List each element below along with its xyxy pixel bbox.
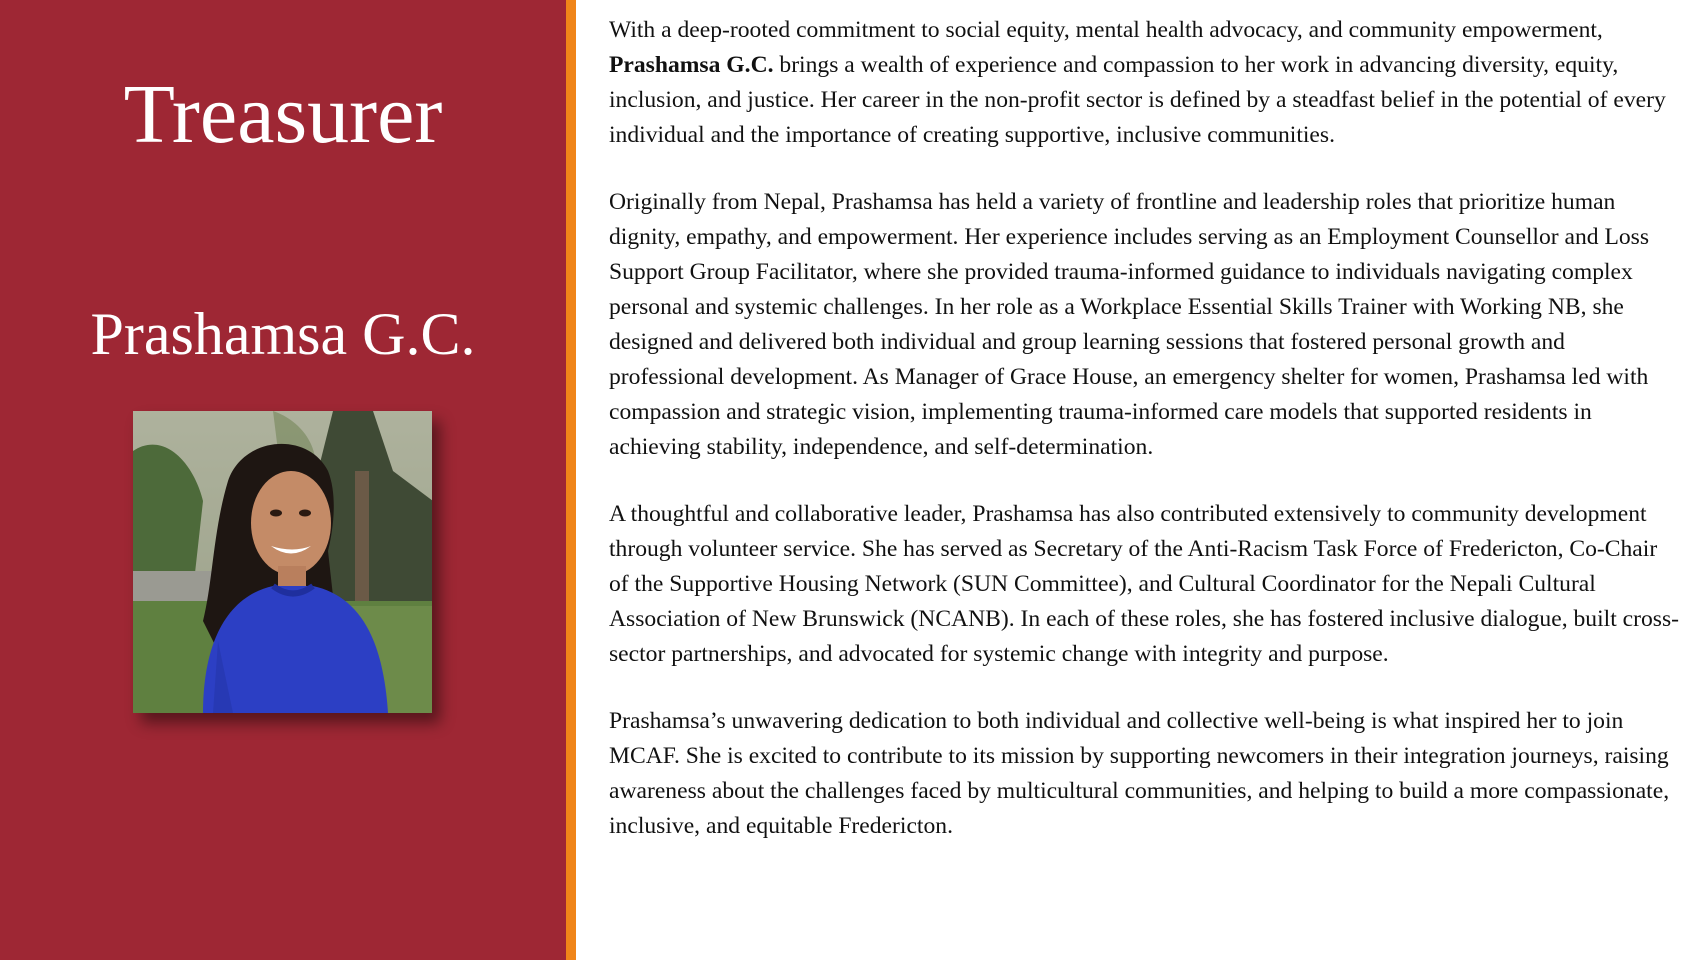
profile-photo (133, 411, 432, 713)
bio-text-span: With a deep-rooted commitment to social equity, mental health advocacy, and community empowerment, (609, 17, 1603, 43)
bio-paragraph: Prashamsa’s unwavering dedication to both individual and collective well-being is what inspired her to join MCAF. She is excited to contribute to its mission by supporting newcomers in their integration journeys, raising awareness about the challenges faced by multicultural communities, and helping to build a more compassionate, inclusive, and equitable Fredericton. (609, 708, 1670, 839)
bio-text-span: brings a wealth of experience and compassion to her work in advancing diversity, equity, inclusion, and justice. Her career in the non-profit sector is defined by a steadfast belief in the potential of every individual and the importance of creating supportive, inclusive communities. (609, 52, 1666, 148)
accent-bar (566, 0, 576, 960)
bio-paragraph: A thoughtful and collaborative leader, Prashamsa has also contributed extensively to community development through volunteer service. She has served as Secretary of the Anti-Racism Task Force of Fredericton, Co-Chair of the Supportive Housing Network (SUN Committee), and Cultural Coordinator for the Nepali Cultural Association of New Brunswick (NCANB). In each of these roles, she has fostered inclusive dialogue, built cross-sector partnerships, and advocated for systemic change with integrity and purpose. (609, 501, 1679, 667)
sidebar-panel (0, 0, 566, 960)
role-title: Treasurer (123, 68, 443, 161)
bio-text (609, 13, 1681, 876)
person-name: Prashamsa G.C. (90, 301, 476, 367)
bio-paragraph (609, 13, 1681, 153)
bio-name-bold: Prashamsa G.C. (609, 52, 774, 78)
bio-paragraph: Originally from Nepal, Prashamsa has held a variety of frontline and leadership roles that prioritize human dignity, empathy, and empowerment. Her experience includes serving as an Employment Counsellor and Loss Support Group Facilitator, where she provided trauma-informed guidance to individuals navigating complex personal and systemic challenges. In her role as a Workplace Essential Skills Trainer with Working NB, she designed and delivered both individual and group learning sessions that fostered personal growth and professional development. As Manager of Grace House, an emergency shelter for women, Prashamsa led with compassion and strategic vision, implementing trauma-informed care models that supported residents in achieving stability, independence, and self-determination. (609, 189, 1650, 460)
